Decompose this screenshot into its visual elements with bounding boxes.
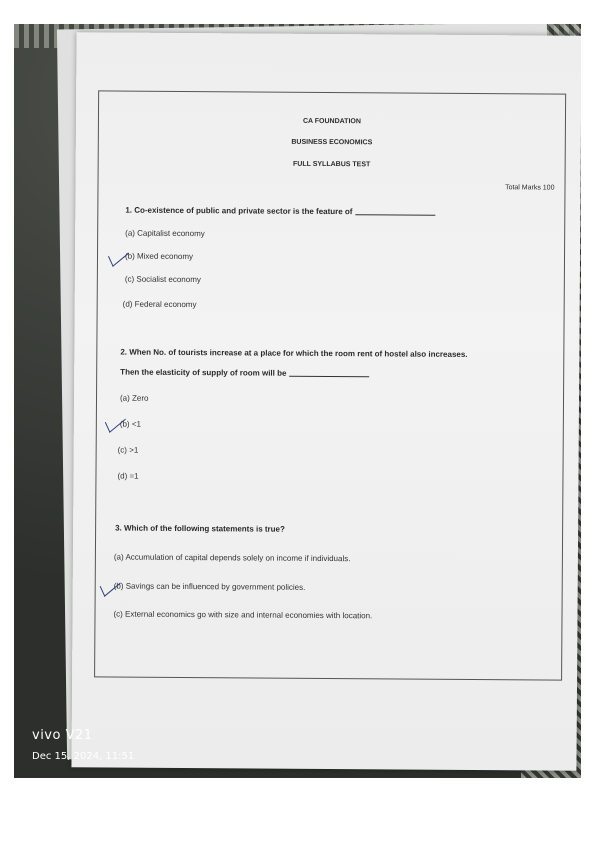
question-3: 3. Which of the following statements is true? bbox=[115, 523, 285, 534]
q2-option-b: (b) <1 bbox=[119, 419, 141, 429]
question-2-line-1: 2. When No. of tourists increase at a place for which the room rent of hostel also increases. bbox=[120, 347, 468, 359]
q2-option-a: (a) Zero bbox=[119, 393, 149, 403]
q1-option-b: (b) Mixed economy bbox=[124, 251, 194, 262]
q3-option-c: (c) External economics go with size and internal economies with location. bbox=[113, 609, 373, 621]
header-line-2: BUSINESS ECONOMICS bbox=[291, 138, 373, 147]
page-border bbox=[94, 90, 566, 680]
q3-option-a: (a) Accumulation of capital depends solely on income if individuals. bbox=[113, 552, 351, 564]
check-mark-icon bbox=[105, 409, 126, 433]
header-line-3: FULL SYLLABUS TEST bbox=[292, 160, 371, 169]
header-line-1: CA FOUNDATION bbox=[302, 117, 361, 126]
q1-option-c: (c) Socialist economy bbox=[124, 274, 201, 285]
check-mark-icon bbox=[108, 243, 129, 267]
camera-watermark-datetime: Dec 15, 2024, 11:51 bbox=[32, 751, 135, 762]
q2-option-d: (d) =1 bbox=[117, 471, 139, 481]
camera-watermark-device: vivo V21 bbox=[32, 728, 93, 743]
question-1: 1. Co-existence of public and private sector is the feature of bbox=[125, 206, 435, 217]
exam-sheet bbox=[71, 32, 581, 771]
q1-option-a: (a) Capitalist economy bbox=[125, 228, 205, 239]
document-photo bbox=[14, 24, 581, 778]
total-marks: Total Marks 100 bbox=[505, 184, 555, 192]
q3-option-b: (b) Savings can be influenced by government policies. bbox=[113, 581, 306, 592]
q2-option-c: (c) >1 bbox=[117, 445, 139, 455]
q1-option-d: (d) Federal economy bbox=[122, 299, 197, 310]
check-mark-icon bbox=[100, 573, 121, 597]
question-2-line-2: Then the elasticity of supply of room will be bbox=[120, 368, 369, 379]
